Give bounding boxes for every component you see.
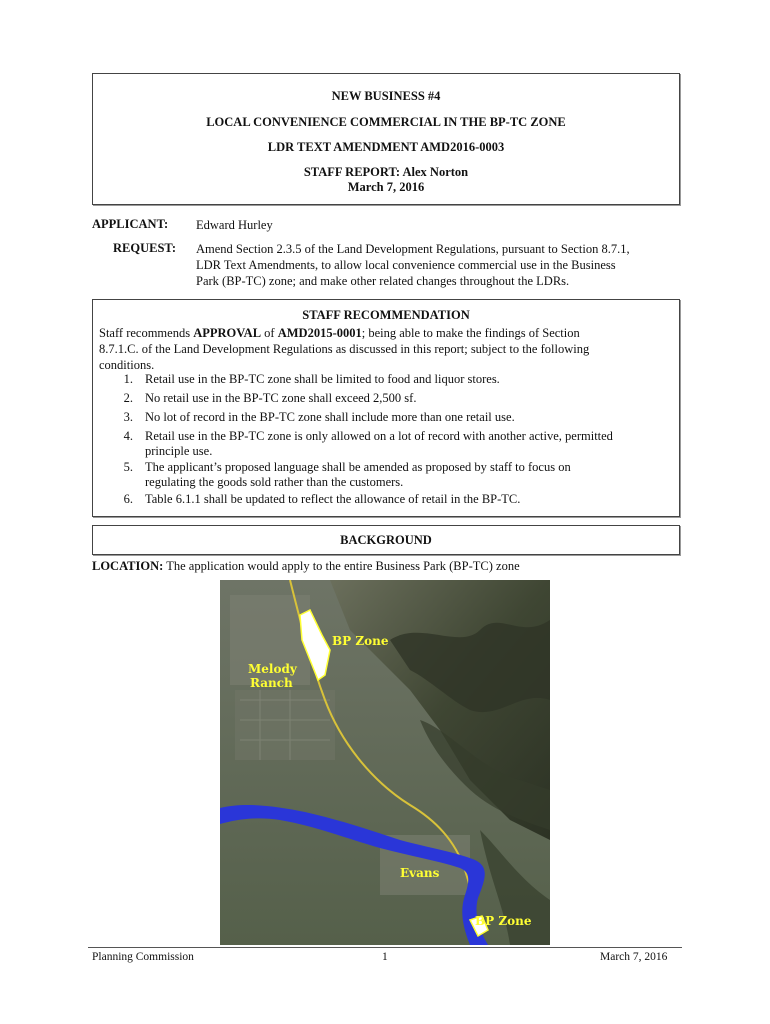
amendment-number: LDR TEXT AMENDMENT AMD2016-0003	[267, 140, 505, 154]
intro-text: of	[261, 326, 278, 340]
intro-line: 8.7.1.C. of the Land Development Regulations as discussed in this report; subject to the following	[99, 342, 590, 356]
condition-text: regulating the goods sold rather than the customers.	[145, 475, 404, 489]
condition-number: 1.	[123, 372, 133, 386]
condition-number: 5.	[123, 460, 133, 474]
condition-number: 2.	[123, 391, 133, 405]
map-label-bp-zone-top: BP Zone	[332, 634, 389, 648]
request-line: Park (BP-TC) zone; and make other related changes throughout the LDRs.	[196, 274, 570, 288]
staff-recommendation-box	[92, 299, 680, 517]
condition-text: Table 6.1.1 shall be updated to reflect the allowance of retail in the BP-TC.	[145, 492, 521, 506]
location-label: LOCATION:	[92, 559, 164, 573]
applicant-label: APPLICANT:	[92, 217, 169, 231]
staff-recommendation-title: STAFF RECOMMENDATION	[302, 308, 470, 322]
footer-left: Planning Commission	[92, 951, 194, 963]
condition-text: Retail use in the BP-TC zone shall be limited to food and liquor stores.	[145, 372, 500, 386]
approval-text: APPROVAL	[193, 326, 262, 340]
condition-number: 4.	[123, 429, 133, 443]
map-label-melody: Melody	[248, 662, 297, 676]
location-line	[92, 559, 520, 574]
condition-text: Retail use in the BP-TC zone is only allowed on a lot of record with another active, permitted	[145, 429, 613, 443]
request-text	[196, 241, 676, 289]
intro-text: ; being able to make the findings of Section	[361, 326, 580, 340]
request-line: Amend Section 2.3.5 of the Land Development Regulations, pursuant to Section 8.7.1,	[196, 242, 630, 256]
background-title: BACKGROUND	[340, 533, 432, 547]
page-number: 1	[382, 951, 388, 963]
map-label-ranch: Ranch	[250, 676, 293, 690]
request-line: LDR Text Amendments, to allow local convenience commercial use in the Business	[196, 258, 616, 272]
condition-number: 3.	[123, 410, 133, 424]
staff-report-author: STAFF REPORT: Alex Norton	[303, 165, 469, 179]
map-label-bp-zone-bottom: BP Zone	[475, 914, 532, 928]
condition-text: No retail use in the BP-TC zone shall exceed 2,500 sf.	[145, 391, 417, 405]
condition-text: The applicant’s proposed language shall be amended as proposed by staff to focus on	[145, 460, 571, 474]
condition-text: principle use.	[145, 444, 213, 458]
location-text: The application would apply to the entire Business Park (BP-TC) zone	[163, 559, 520, 573]
applicant-value: Edward Hurley	[196, 218, 273, 232]
footer-date: March 7, 2016	[600, 951, 668, 963]
condition-text: No lot of record in the BP-TC zone shall include more than one retail use.	[145, 410, 515, 424]
report-header-box	[92, 73, 680, 205]
map-label-evans: Evans	[400, 866, 440, 880]
recommendation-intro	[99, 325, 659, 373]
footer-divider	[88, 947, 682, 948]
intro-line: conditions.	[99, 358, 155, 372]
intro-text: Staff recommends	[99, 326, 194, 340]
amendment-ref: AMD2015-0001	[277, 326, 362, 340]
agenda-item-title: NEW BUSINESS #4	[331, 89, 441, 103]
condition-number: 6.	[123, 492, 133, 506]
report-date: March 7, 2016	[347, 180, 425, 194]
aerial-map-image	[220, 580, 550, 945]
background-section-box	[92, 525, 680, 555]
report-subject: LOCAL CONVENIENCE COMMERCIAL IN THE BP-TC ZONE	[206, 115, 566, 129]
request-label: REQUEST:	[113, 241, 176, 255]
